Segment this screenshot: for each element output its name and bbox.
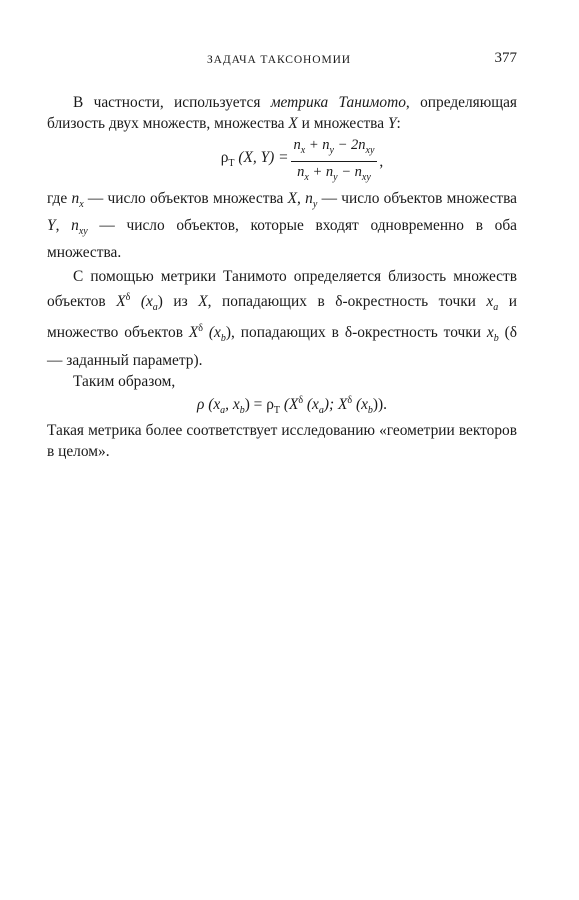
- fraction-numerator: $n_x + n_y - 2n_{xy}$: [293, 136, 375, 156]
- text-span: и множества: [297, 115, 388, 132]
- paragraph-definitions: где $n_x$ — число объектов множества X, $n_y$ — число объектов множества Y, $n_{xy}$ — число объектов, которые входят одновременно в оба множества.: [47, 190, 518, 262]
- text-span: , определяющая близость двух множеств, множества: [47, 94, 517, 132]
- fraction-denominator: $n_x + n_y - n_{xy}$: [297, 163, 371, 183]
- var-Y: Y: [387, 115, 397, 132]
- paragraph-thus: Таким образом,: [73, 372, 176, 390]
- text-span: В частности, используется: [73, 94, 271, 111]
- paragraph-tanimoto-intro: [47, 92, 517, 134]
- running-head: ЗАДАЧА ТАКСОНОМИИ: [207, 54, 351, 66]
- formula-fraction: [291, 136, 378, 187]
- formula-lhs: $\rho_Т$ (X, Y) =: [220, 149, 289, 170]
- formula-tail: ,: [379, 152, 384, 170]
- formula-rho-expression: ρ ($x_a$, $x_b) = \rho_Т$ ($X^\delta$ $(x_a)$; $X^\delta$ $(x_b)$).: [196, 394, 388, 417]
- formula-tanimoto: [47, 138, 517, 184]
- paragraph-conclusion: Такая метрика более соответствует исследованию «геометрии векторов в целом».: [47, 421, 517, 460]
- var-X: X: [288, 115, 298, 132]
- page-header: [47, 50, 517, 72]
- term-tanimoto-metric: метрика Танимото: [270, 94, 406, 111]
- formula-rho: [47, 392, 517, 420]
- paragraph-delta-neighbourhood: С помощью метрики Танимото определяется близость множеств объектов $X^\delta$ $(x_a)$ из X, попадающих в δ-окрестность точки $x_a$ и множество объектов $X^\delta$ $(x_b)$, попадающих в δ-окрестность точки $x_b$ (δ — заданный параметр).: [47, 268, 518, 369]
- text-span: :: [396, 115, 401, 132]
- body-text: [47, 92, 517, 462]
- page-number: 377: [494, 50, 517, 66]
